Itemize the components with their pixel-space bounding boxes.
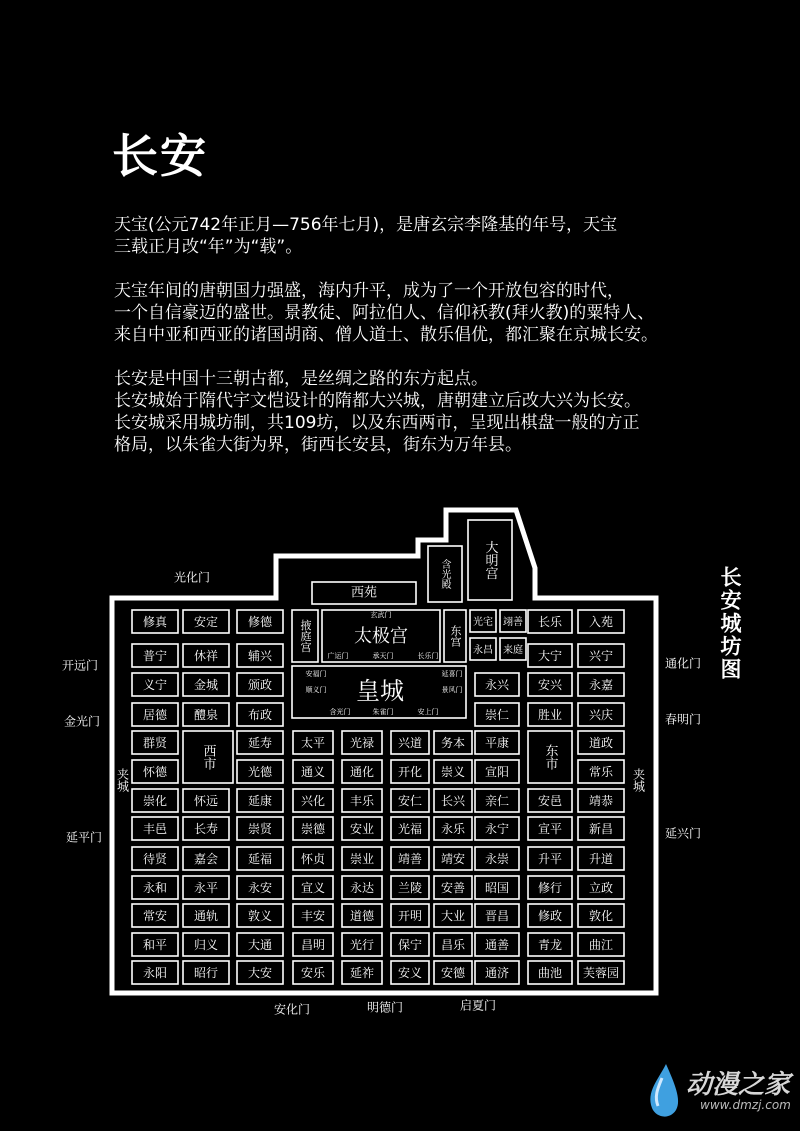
ward-label: 永嘉 bbox=[588, 678, 614, 692]
ward-label: 靖善 bbox=[397, 852, 423, 866]
ward-label: 修真 bbox=[142, 615, 168, 629]
ward-label: 靖安 bbox=[440, 852, 466, 866]
ward-label: 升道 bbox=[588, 852, 614, 866]
ward-label: 道政 bbox=[588, 736, 614, 750]
ward-label: 颁政 bbox=[247, 678, 273, 692]
ward-label: 光德 bbox=[247, 765, 273, 779]
imperial-city-label: 皇城 bbox=[356, 677, 404, 705]
anfu-gate-label: 安福门 bbox=[305, 670, 327, 678]
ward-label: 入苑 bbox=[588, 615, 614, 629]
ward-label: 保宁 bbox=[397, 938, 423, 952]
ward-label: 修德 bbox=[247, 615, 273, 629]
ward-label: 永昌 bbox=[473, 645, 493, 656]
hanguangdian-label: 含光殿 bbox=[439, 559, 450, 589]
ward-label: 大宁 bbox=[537, 649, 563, 663]
ward-label: 辅兴 bbox=[247, 649, 273, 663]
ward-label: 安善 bbox=[440, 881, 466, 895]
ward-label: 永安 bbox=[247, 881, 273, 895]
ward-label: 宣义 bbox=[300, 881, 326, 895]
ward-label: 通义 bbox=[300, 765, 326, 779]
ward-label: 安乐 bbox=[300, 966, 326, 980]
ward-label: 昌明 bbox=[300, 938, 326, 952]
ward-label: 安邑 bbox=[537, 794, 563, 808]
logo-text: 动漫之家 bbox=[686, 1070, 791, 1100]
ward-label: 休祥 bbox=[193, 649, 219, 663]
ward-label: 丰乐 bbox=[349, 794, 375, 808]
ward-label: 崇义 bbox=[440, 765, 466, 779]
ward-label: 长兴 bbox=[440, 794, 466, 808]
taiji-palace-label: 太极宫 bbox=[354, 626, 408, 647]
changle-gate-label: 长乐门 bbox=[417, 652, 439, 660]
ward-label: 安兴 bbox=[537, 678, 563, 692]
yanxi-gate-label: 延喜门 bbox=[441, 670, 463, 678]
ward-label: 修行 bbox=[537, 881, 563, 895]
ward-label: 醴泉 bbox=[193, 708, 219, 722]
west-market-label: 西市 bbox=[200, 744, 216, 770]
ward-label: 昭国 bbox=[484, 881, 510, 895]
ward-label: 和平 bbox=[142, 938, 168, 952]
ward-label: 常乐 bbox=[588, 765, 614, 779]
ward-label: 升平 bbox=[537, 852, 563, 866]
ward-label: 宣平 bbox=[537, 822, 563, 836]
ward-label: 胜业 bbox=[537, 708, 563, 722]
ward-label: 靖恭 bbox=[588, 794, 614, 808]
ward-label: 翊善 bbox=[503, 617, 523, 628]
ward-label: 兰陵 bbox=[397, 881, 423, 895]
kaiyuan-gate-label: 开远门 bbox=[61, 658, 99, 673]
map-title: 长安城坊图 bbox=[718, 566, 742, 681]
ward-label: 延寿 bbox=[247, 736, 273, 750]
logo-url: www.dmzj.com bbox=[700, 1098, 791, 1112]
ward-label: 嘉会 bbox=[193, 852, 219, 866]
ward-label: 崇贤 bbox=[247, 822, 273, 836]
ward-label: 崇仁 bbox=[484, 708, 510, 722]
ward-label: 太平 bbox=[300, 736, 326, 750]
page-title: 长安 bbox=[112, 129, 208, 183]
xuanwu-gate-label: 玄武门 bbox=[370, 611, 392, 619]
ward-label: 崇德 bbox=[300, 822, 326, 836]
intro-paragraph: 天宝年间的唐朝国力强盛，海内升平，成为了一个开放包容的时代， 一个自信豪迈的盛世。景教徒、阿拉伯人、信仰袄教(拜火教)的粟特人、 来自中亚和西亚的诸国胡商、僧人道士、散乐倡优，都汇聚在京城长安。 bbox=[114, 281, 658, 345]
hanguang-gate-label: 含光门 bbox=[329, 708, 351, 716]
ward-label: 丰邑 bbox=[142, 822, 168, 836]
chunming-gate-label: 春明门 bbox=[664, 712, 702, 727]
ward-label: 通济 bbox=[484, 966, 510, 980]
ward-label: 安义 bbox=[397, 966, 423, 980]
ward-label: 曲池 bbox=[537, 966, 563, 980]
ward-label: 怀德 bbox=[142, 765, 168, 779]
ward-label: 永达 bbox=[349, 881, 375, 895]
ward-label: 普宁 bbox=[142, 649, 168, 663]
ward-label: 通轨 bbox=[193, 909, 219, 923]
ward-label: 常安 bbox=[142, 909, 168, 923]
ward-label: 昭行 bbox=[193, 966, 219, 980]
ward-label: 永阳 bbox=[142, 966, 168, 980]
ward-label: 永崇 bbox=[484, 852, 510, 866]
ward-label: 丰安 bbox=[300, 909, 326, 923]
ward-label: 义宁 bbox=[142, 678, 168, 692]
ward-label: 光禄 bbox=[349, 736, 375, 750]
ward-label: 兴宁 bbox=[588, 649, 614, 663]
ward-label: 光宅 bbox=[473, 617, 493, 628]
ward-label: 永兴 bbox=[484, 678, 510, 692]
ward-label: 大安 bbox=[247, 966, 273, 980]
qixia-gate-label: 启夏门 bbox=[459, 998, 497, 1013]
guangyun-gate-label: 广运门 bbox=[327, 652, 349, 660]
ward-label: 宣阳 bbox=[484, 765, 510, 779]
ward-label: 崇化 bbox=[142, 794, 168, 808]
ward-label: 敦化 bbox=[588, 909, 614, 923]
ward-label: 安定 bbox=[193, 615, 219, 629]
ward-label: 开明 bbox=[397, 909, 423, 923]
ward-label: 芙蓉园 bbox=[582, 966, 620, 980]
jinguang-gate-label: 金光门 bbox=[63, 714, 101, 729]
droplet-icon bbox=[650, 1064, 678, 1117]
ward-label: 通善 bbox=[484, 938, 510, 952]
ward-label: 来庭 bbox=[503, 645, 523, 656]
jingfeng-gate-label: 景风门 bbox=[441, 686, 463, 694]
ward-label: 归义 bbox=[193, 938, 219, 952]
ward-label: 安业 bbox=[349, 822, 375, 836]
ward-label: 怀远 bbox=[193, 794, 219, 808]
anhua-gate-label: 安化门 bbox=[273, 1002, 311, 1017]
ward-label: 平康 bbox=[484, 736, 510, 750]
intro-paragraph: 天宝(公元742年正月—756年七月)，是唐玄宗李隆基的年号，天宝 三载正月改“年”为“载”。 bbox=[114, 215, 618, 257]
guanghua-gate-label: 光化门 bbox=[173, 570, 211, 585]
ward-label: 延福 bbox=[247, 852, 273, 866]
shunyi-gate-label: 顺义门 bbox=[305, 686, 327, 694]
ward-label: 金城 bbox=[193, 678, 219, 692]
ward-label: 延康 bbox=[247, 794, 273, 808]
ward-label: 永乐 bbox=[440, 822, 466, 836]
daming-palace-label: 大明宫 bbox=[482, 540, 498, 580]
ward-label: 青龙 bbox=[537, 938, 563, 952]
ward-label: 曲江 bbox=[588, 938, 614, 952]
ward-label: 昌乐 bbox=[440, 938, 466, 952]
ward-label: 开化 bbox=[397, 765, 423, 779]
ward-label: 永和 bbox=[142, 881, 168, 895]
ward-label: 兴庆 bbox=[588, 708, 614, 722]
ward-label: 永平 bbox=[193, 881, 219, 895]
anshang-gate-label: 安上门 bbox=[417, 708, 439, 716]
intro-paragraph: 长安是中国十三朝古都，是丝绸之路的东方起点。 长安城始于隋代宇文恺设计的隋都大兴城，唐朝建立后改大兴为长安。 长安城采用城坊制，共109坊，以及东西两市，呈现出棋盘一般的方正 格局，以朱雀大街为界，街西长安县，街东为万年县。 bbox=[114, 369, 641, 455]
ward-label: 安德 bbox=[440, 966, 466, 980]
ward-label: 长乐 bbox=[537, 615, 563, 629]
east-market-label: 东市 bbox=[542, 744, 558, 770]
donggong-label: 东宫 bbox=[449, 625, 462, 647]
xiyuan-label: 西苑 bbox=[350, 585, 378, 601]
jiacheng-left-label: 夹城 bbox=[115, 768, 130, 792]
ward-label: 光福 bbox=[397, 822, 423, 836]
jiacheng-right-label: 夹城 bbox=[631, 768, 646, 792]
ward-label: 布政 bbox=[247, 708, 273, 722]
ward-label: 新昌 bbox=[588, 822, 614, 836]
ward-label: 永宁 bbox=[484, 822, 510, 836]
ward-label: 兴化 bbox=[300, 794, 326, 808]
ward-label: 修政 bbox=[537, 909, 563, 923]
ward-label: 长寿 bbox=[193, 822, 219, 836]
ward-label: 亲仁 bbox=[484, 794, 510, 808]
ward-label: 延祚 bbox=[349, 966, 375, 980]
ward-label: 群贤 bbox=[142, 736, 168, 750]
mingde-gate-label: 明德门 bbox=[366, 1000, 404, 1015]
yanping-gate-label: 延平门 bbox=[65, 830, 103, 845]
ward-label: 待贤 bbox=[142, 852, 168, 866]
tonghua-gate-label: 通化门 bbox=[664, 656, 702, 671]
ward-label: 光行 bbox=[349, 938, 375, 952]
ward-label: 兴道 bbox=[397, 736, 423, 750]
yanxing-gate-label: 延兴门 bbox=[664, 826, 702, 841]
yeting-palace-label: 掖庭宫 bbox=[299, 619, 312, 653]
ward-label: 大业 bbox=[440, 909, 466, 923]
ward-label: 通化 bbox=[349, 765, 375, 779]
ward-label: 道德 bbox=[349, 909, 375, 923]
ward-label: 居德 bbox=[142, 708, 168, 722]
ward-label: 大通 bbox=[247, 938, 273, 952]
ward-label: 立政 bbox=[588, 881, 614, 895]
ward-label: 安仁 bbox=[397, 794, 423, 808]
ward-label: 晋昌 bbox=[484, 909, 510, 923]
ward-label: 敦义 bbox=[247, 909, 273, 923]
ward-label: 务本 bbox=[440, 736, 466, 750]
chengtian-gate-label: 承天门 bbox=[372, 652, 394, 660]
ward-label: 崇业 bbox=[349, 852, 375, 866]
zhuque-gate-label: 朱雀门 bbox=[372, 708, 394, 716]
ward-label: 怀贞 bbox=[300, 852, 326, 866]
